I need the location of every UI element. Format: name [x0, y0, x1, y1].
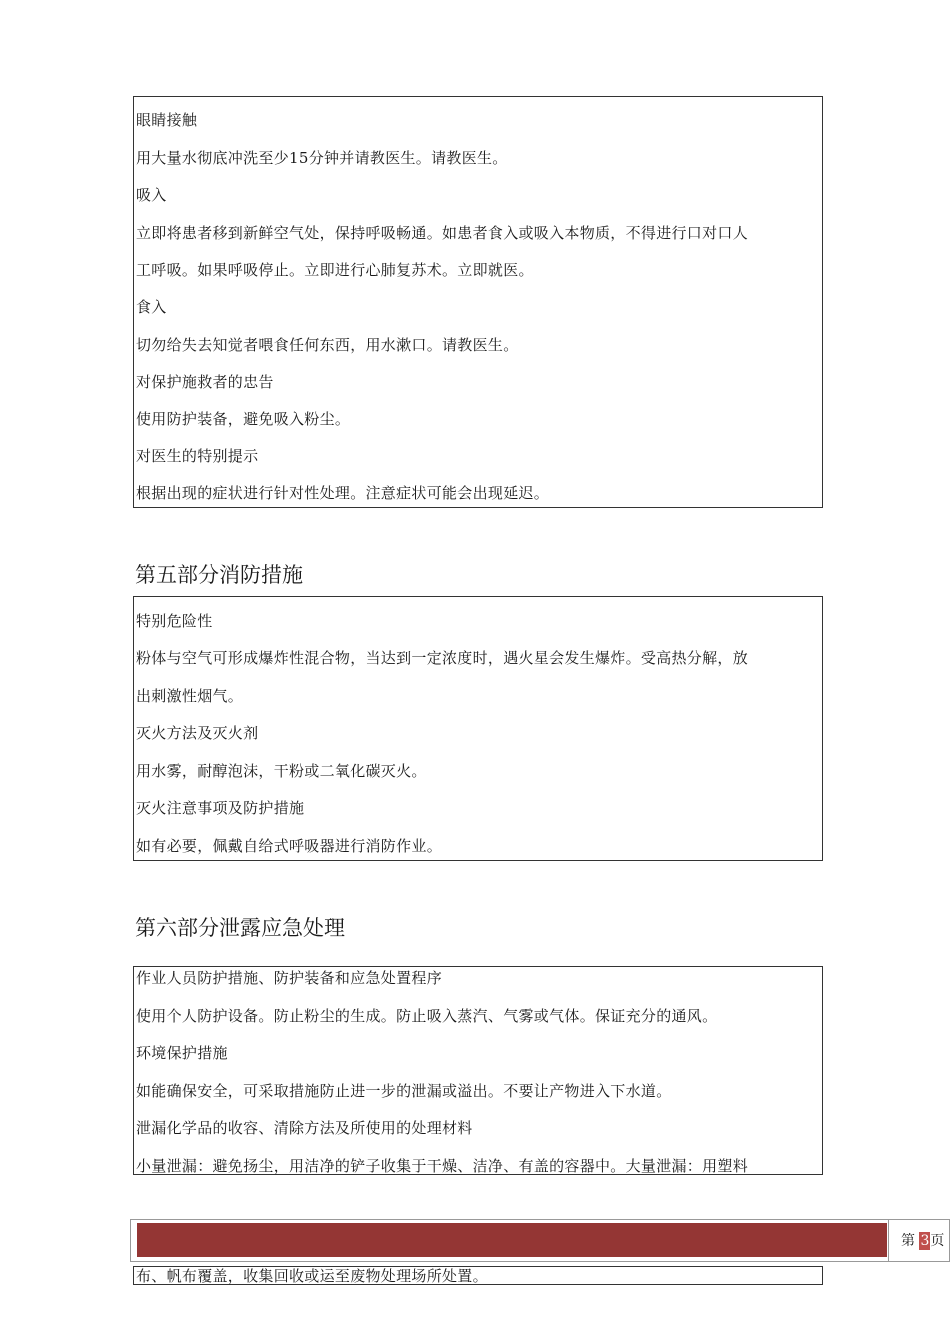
text-line: 食入	[136, 298, 167, 316]
text-line: 如能确保安全，可采取措施防止进一步的泄漏或溢出。不要让产物进入下水道。	[136, 1082, 672, 1100]
text-line: 小量泄漏：避免扬尘，用洁净的铲子收集于干燥、洁净、有盖的容器中。大量泄漏：用塑料	[136, 1157, 749, 1175]
text-line: 灭火注意事项及防护措施	[136, 799, 305, 817]
continuation-box	[133, 1266, 823, 1285]
page-number: 3	[920, 1233, 930, 1249]
text-line: 粉体与空气可形成爆炸性混合物，当达到一定浓度时，遇火星会发生爆炸。受高热分解，放	[136, 649, 749, 667]
text-line: 工呼吸。如果呼吸停止。立即进行心肺复苏术。立即就医。	[136, 261, 534, 279]
text-line: 用水雾，耐醇泡沫，干粉或二氧化碳灭火。	[136, 762, 427, 780]
text-line: 泄漏化学品的收容、清除方法及所使用的处理材料	[136, 1119, 473, 1137]
section-title: 第五部分消防措施	[135, 563, 303, 587]
text-line: 立即将患者移到新鲜空气处，保持呼吸畅通。如患者食入或吸入本物质，不得进行口对口人	[136, 224, 749, 242]
page-prefix: 第	[901, 1233, 915, 1249]
page-footer	[130, 1219, 950, 1262]
text-line: 对医生的特别提示	[136, 447, 259, 465]
text-line: 根据出现的症状进行针对性处理。注意症状可能会出现延迟。	[136, 484, 550, 502]
text-line: 使用防护装备，避免吸入粉尘。	[136, 410, 351, 428]
text-line: 用大量水彻底冲洗至少15分钟并请教医生。请教医生。	[136, 149, 508, 167]
text-line: 特别危险性	[136, 612, 213, 630]
page-label	[901, 1232, 944, 1250]
text-line: 使用个人防护设备。防止粉尘的生成。防止吸入蒸汽、气雾或气体。保证充分的通风。	[136, 1007, 718, 1025]
text-line: 眼睛接触	[136, 111, 198, 129]
text-line: 吸入	[136, 186, 167, 204]
text-line: 如有必要，佩戴自给式呼吸器进行消防作业。	[136, 837, 443, 855]
text-line: 切勿给失去知觉者喂食任何东西，用水漱口。请教医生。	[136, 336, 519, 354]
page-number-box	[888, 1219, 950, 1262]
spill-response-box	[133, 966, 823, 1175]
text-line: 灭火方法及灭火剂	[136, 724, 259, 742]
text-line: 出刺激性烟气。	[136, 687, 244, 705]
fire-fighting-box	[133, 596, 823, 861]
text-line: 作业人员防护措施、防护装备和应急处置程序	[136, 969, 443, 987]
footer-bar	[137, 1223, 887, 1257]
first-aid-box	[133, 96, 823, 508]
text-line: 布、帆布覆盖，收集回收或运至废物处理场所处置。	[136, 1267, 488, 1285]
section-title: 第六部分泄露应急处理	[135, 916, 345, 940]
text-line: 对保护施救者的忠告	[136, 373, 274, 391]
text-line: 环境保护措施	[136, 1044, 228, 1062]
page-suffix: 页	[930, 1233, 945, 1249]
